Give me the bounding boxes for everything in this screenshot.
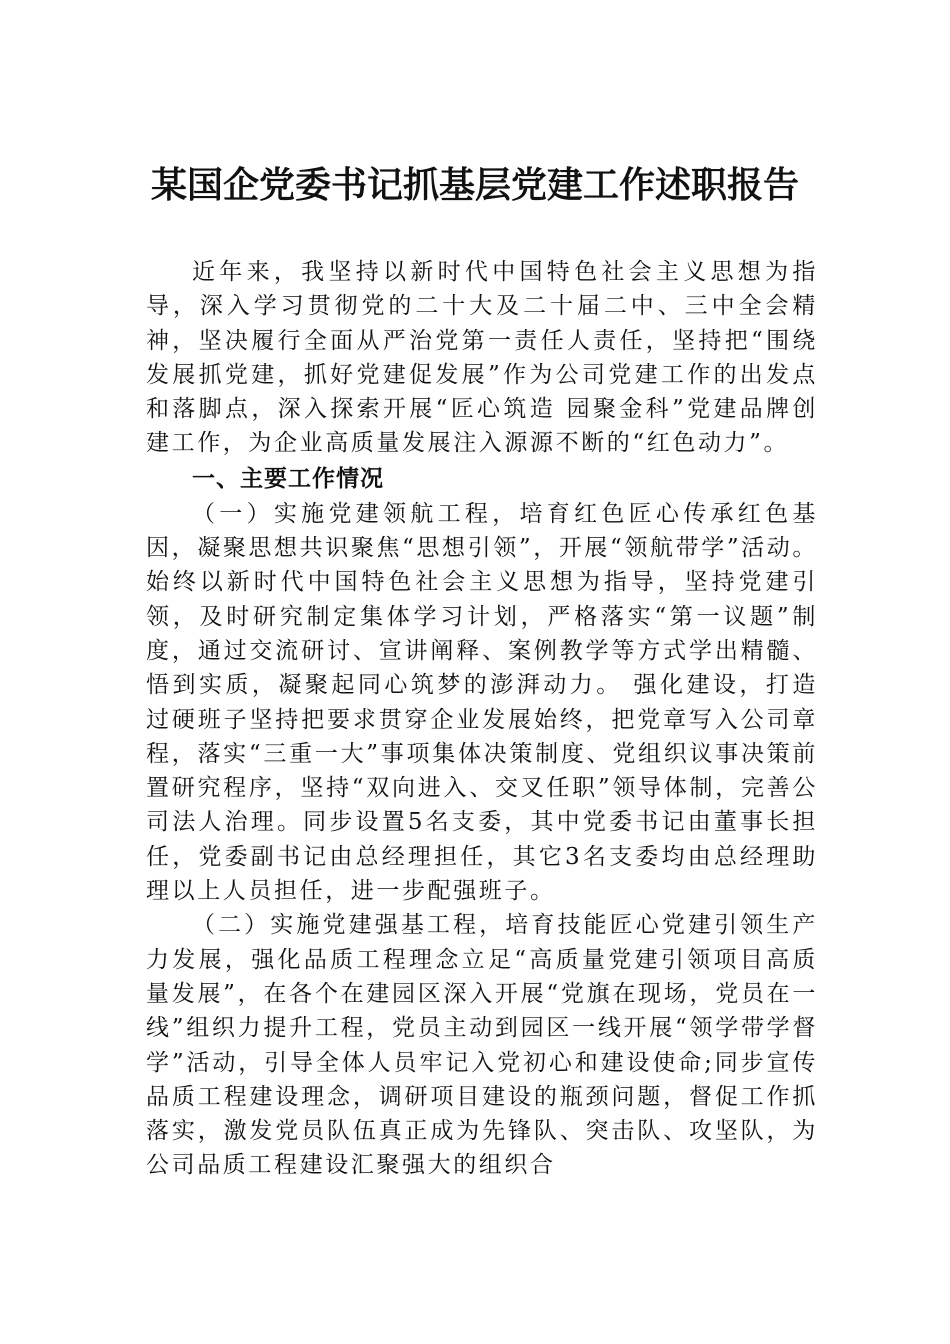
document-title: 某国企党委书记抓基层党建工作述职报告 <box>150 164 799 206</box>
document-body <box>146 255 818 1183</box>
paragraph-2: （二）实施党建强基工程，培育技能匠心党建引领生产力发展，强化品质工程理念立足“高质量党建引领项目高质量发展”，在各个在建园区深入开展“党旗在现场，党员在一线”组织力提升工程，党员主动到园区一线开展“领学带学督学”活动，引导全体人员牢记入党初心和建设使命;同步宣传品质工程建设理念，调研项目建设的瓶颈问题，督促工作抓落实，激发党员队伍真正成为先锋队、突击队、攻坚队，为公司品质工程建设汇聚强大的组织合 <box>146 912 818 1179</box>
section-heading: 一、主要工作情况 <box>192 465 384 492</box>
intro-paragraph: 近年来，我坚持以新时代中国特色社会主义思想为指导，深入学习贯彻党的二十大及二十届二中、三中全会精神，坚决履行全面从严治党第一责任人责任，坚持把“围绕发展抓党建，抓好党建促发展”作为公司党建工作的出发点和落脚点，深入探索开展“匠心筑造 园聚金科”党建品牌创建工作，为企业高质量发展注入源源不断的“红色动力”。 <box>146 259 818 457</box>
paragraph-1: （一）实施党建领航工程，培育红色匠心传承红色基因，凝聚思想共识聚焦“思想引领”，开展“领航带学”活动。始终以新时代中国特色社会主义思想为指导，坚持党建引领，及时研究制定集体学习计划，严格落实“第一议题”制度，通过交流研讨、宣讲阐释、案例教学等方式学出精髓、悟到实质，凝聚起同心筑梦的澎湃动力。 强化建设，打造过硬班子坚持把要求贯穿企业发展始终，把党章写入公司章程，落实“三重一大”事项集体决策制度、党组织议事决策前置研究程序，坚持“双向进入、交叉任职”领导体制，完善公司法人治理。同步设置5名支委，其中党委书记由董事长担任，党委副书记由总经理担任，其它3名支委均由总经理助理以上人员担任，进一步配强班子。 <box>146 500 818 905</box>
